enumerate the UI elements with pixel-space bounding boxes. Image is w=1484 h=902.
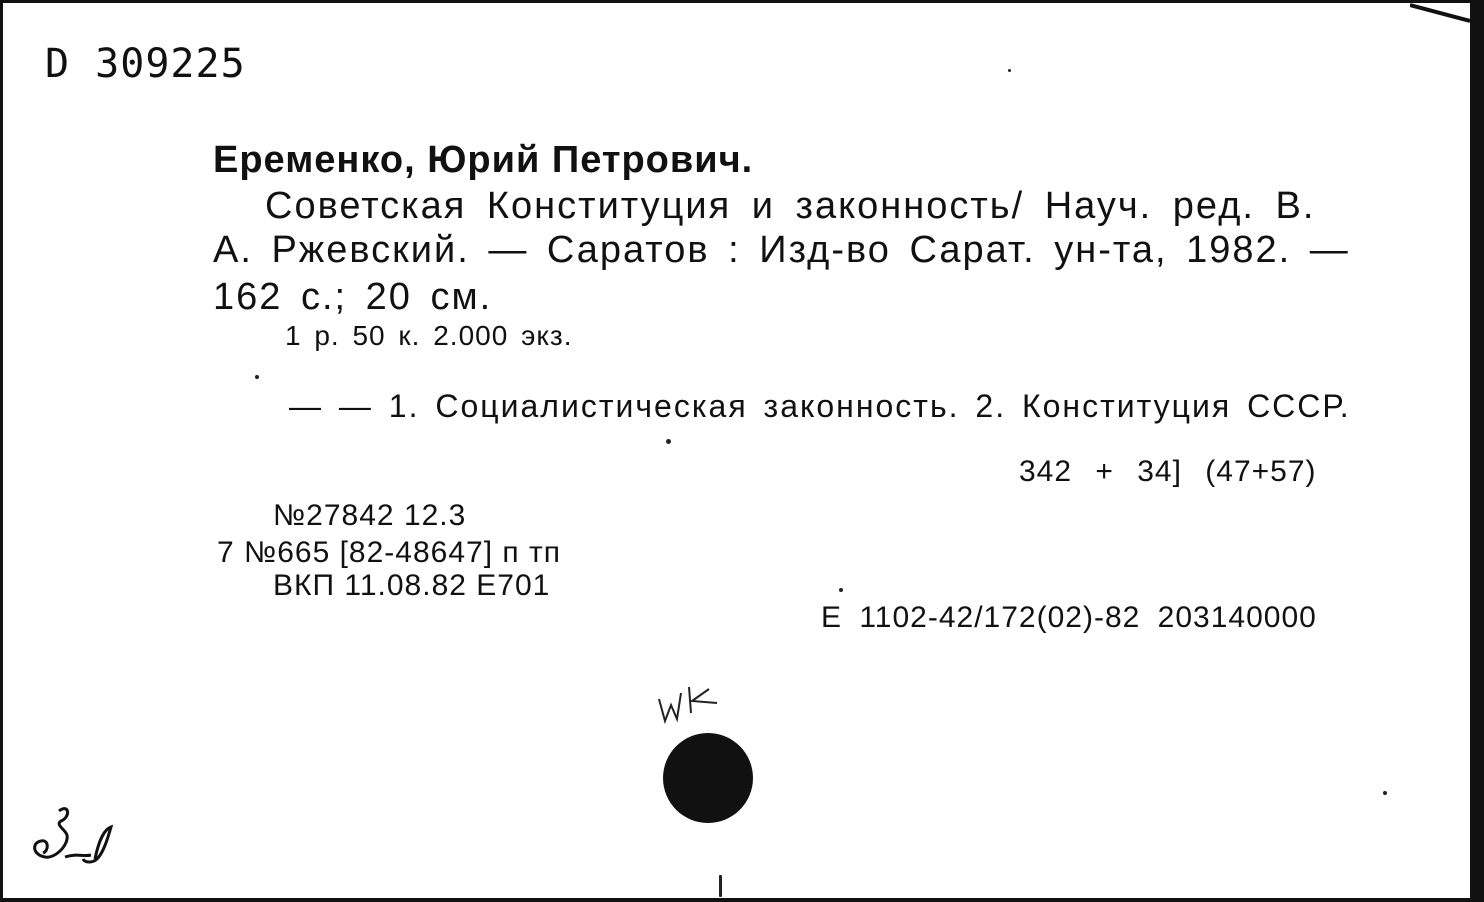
accession-line-3: ВКП 11.08.82 Е701 [273, 569, 551, 602]
corner-fold-mark [1410, 3, 1470, 27]
speck [666, 439, 671, 444]
classification-index: 342 + 34] (47+57) [1019, 455, 1317, 488]
black-dot-mark [663, 733, 753, 823]
subject-headings: — — 1. Социалистическая законность. 2. Конституция СССР. [289, 388, 1351, 424]
accession-line-2: 7 №665 [82-48647] п тп [217, 536, 561, 569]
accession-line-1: №27842 12.3 [273, 499, 467, 532]
speck [255, 375, 259, 379]
speck [839, 588, 843, 592]
bbk-code: Е 1102-42/172(02)-82 203140000 [821, 601, 1317, 634]
handwritten-initials-mark [651, 679, 731, 729]
speck [1008, 69, 1011, 72]
author-heading: Еременко, Юрий Петрович. [213, 139, 754, 181]
title-line-2: А. Ржевский. — Саратов : Изд-во Сарат. ун-та, 1982. — [213, 229, 1350, 271]
title-line-3: 162 с.; 20 см. [213, 276, 493, 318]
handwritten-signature-mark [25, 799, 115, 879]
edge-mark [719, 875, 722, 897]
speck [1383, 791, 1387, 795]
title-line-1: Советская Конституция и законность/ Науч. ред. В. [265, 185, 1316, 227]
call-number: D 309225 [45, 41, 246, 87]
price-and-print-run: 1 р. 50 к. 2.000 экз. [285, 320, 573, 351]
